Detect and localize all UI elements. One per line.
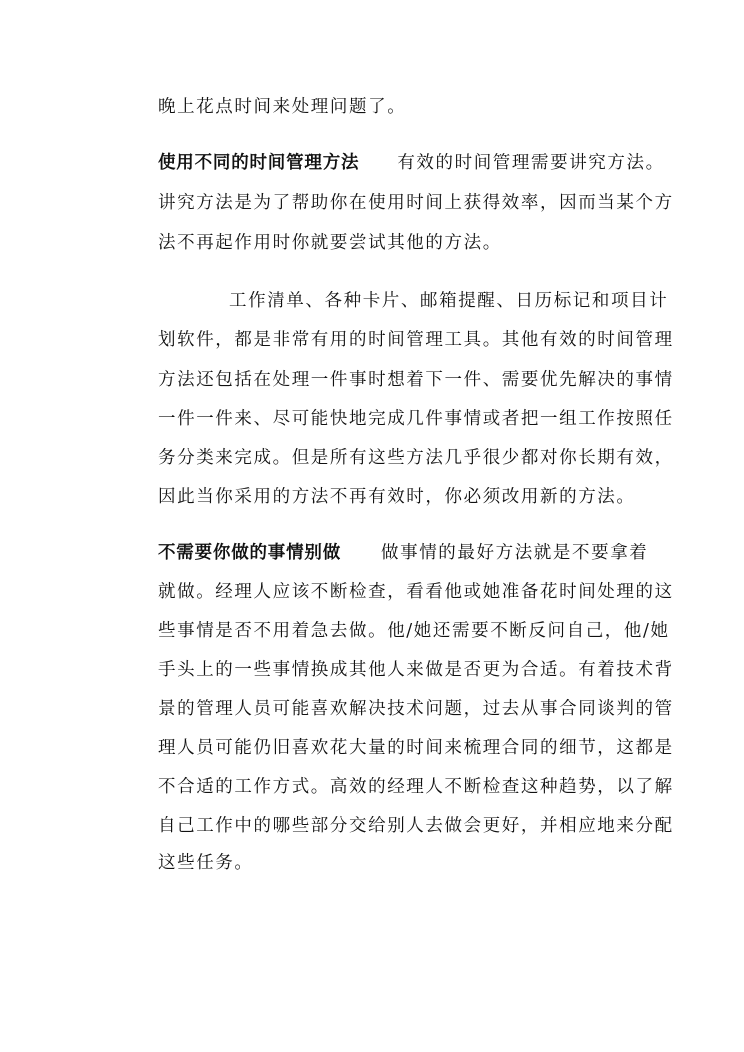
section-1-first-line (158, 151, 665, 175)
text-line-13: 景的管理人员可能喜欢解决技术问题，过去从事合同谈判的管 (158, 699, 674, 719)
text-line-11: 些事情是否不用着急去做。他/她还需要不断反问自己，他/她 (158, 621, 670, 641)
section-1-heading: 使用不同的时间管理方法 (158, 153, 360, 173)
section-2-heading: 不需要你做的事情别做 (158, 543, 341, 563)
text-line-15: 不合适的工作方式。高效的经理人不断检查这种趋势，以了解 (158, 777, 674, 797)
text-line-10: 就做。经理人应该不断检查，看看他或她准备花时间处理的这 (158, 582, 674, 602)
section-1-lead: 有效的时间管理需要讲究方法。 (397, 153, 665, 173)
text-line-16: 自己工作中的哪些部分交给别人去做会更好，并相应地来分配 (158, 816, 674, 836)
text-line-14: 理人员可能仍旧喜欢花大量的时间来梳理合同的细节，这都是 (158, 738, 674, 758)
text-line-12: 手头上的一些事情换成其他人来做是否更为合适。有着技术背 (158, 660, 674, 680)
text-line-2: 讲究方法是为了帮助你在使用时间上获得效率，因而当某个方 (158, 193, 674, 213)
text-line-9: 因此当你采用的方法不再有效时，你必须改用新的方法。 (158, 487, 636, 507)
paragraph-indent-line: 工作清单、各种卡片、邮箱提醒、日历标记和项目计 (229, 291, 669, 311)
text-line-1: 晚上花点时间来处理问题了。 (158, 97, 407, 117)
section-2-first-line (158, 541, 648, 565)
text-line-8: 务分类来完成。但是所有这些方法几乎很少都对你长期有效， (158, 448, 674, 468)
text-line-7: 一件一件来、尽可能快地完成几件事情或者把一组工作按照任 (158, 409, 674, 429)
text-line-6: 方法还包括在处理一件事时想着下一件、需要优先解决的事情 (158, 370, 674, 390)
text-line-5: 划软件，都是非常有用的时间管理工具。其他有效的时间管理 (158, 330, 674, 350)
text-line-3: 法不再起作用时你就要尝试其他的方法。 (158, 233, 502, 253)
text-line-17: 这些任务。 (158, 853, 254, 873)
section-2-lead: 做事情的最好方法就是不要拿着 (381, 543, 649, 563)
